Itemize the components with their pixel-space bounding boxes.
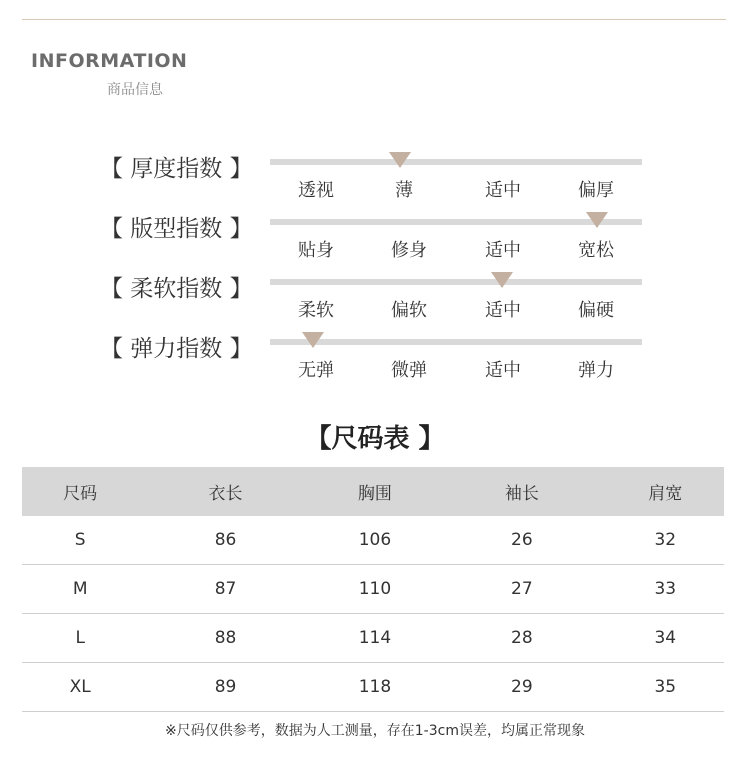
index-option: 贴身 (298, 240, 334, 261)
table-cell: 110 (313, 565, 437, 614)
index-option: 适中 (485, 300, 521, 321)
index-option: 偏软 (391, 300, 427, 321)
index-options (270, 236, 642, 262)
index-option: 偏厚 (578, 180, 614, 201)
table-cell: S (22, 516, 138, 565)
table-header-row (22, 467, 724, 516)
index-options (270, 176, 642, 202)
index-row-thickness (0, 150, 750, 210)
table-cell: M (22, 565, 138, 614)
table-cell: 87 (138, 565, 312, 614)
table-cell: 26 (437, 516, 606, 565)
index-row-softness (0, 270, 750, 330)
table-row (22, 565, 724, 614)
index-label: 【 柔软指数 】 (100, 276, 253, 302)
top-divider (22, 19, 726, 20)
index-options (270, 296, 642, 322)
table-cell: 106 (313, 516, 437, 565)
index-row-elasticity (0, 330, 750, 390)
index-label: 【 弹力指数 】 (100, 336, 253, 362)
index-option: 适中 (485, 240, 521, 261)
column-header: 胸围 (313, 467, 437, 516)
index-track (270, 159, 642, 165)
table-cell: 32 (607, 516, 724, 565)
index-option: 微弹 (391, 360, 427, 381)
index-marker (491, 272, 513, 288)
column-header: 肩宽 (607, 467, 724, 516)
table-cell: 118 (313, 663, 437, 712)
column-header: 衣长 (138, 467, 312, 516)
index-options (270, 356, 642, 382)
index-option: 偏硬 (578, 300, 614, 321)
table-cell: 89 (138, 663, 312, 712)
table-cell: 27 (437, 565, 606, 614)
index-option: 适中 (485, 360, 521, 381)
table-cell: 34 (607, 614, 724, 663)
table-cell: 33 (607, 565, 724, 614)
index-option: 柔软 (298, 300, 334, 321)
index-option: 弹力 (578, 360, 614, 381)
size-chart-title: 【尺码表 】 (305, 424, 445, 454)
index-track (270, 279, 642, 285)
table-cell: 86 (138, 516, 312, 565)
info-title: INFORMATION (31, 50, 188, 72)
index-marker (302, 332, 324, 348)
index-track (270, 339, 642, 345)
table-cell: L (22, 614, 138, 663)
index-label: 【 版型指数 】 (100, 216, 253, 242)
index-option: 宽松 (578, 240, 614, 261)
index-row-fit (0, 210, 750, 270)
column-header: 袖长 (437, 467, 606, 516)
index-option: 透视 (298, 180, 334, 201)
index-option: 薄 (395, 180, 413, 201)
index-marker (586, 212, 608, 228)
table-cell: 88 (138, 614, 312, 663)
info-subtitle: 商品信息 (107, 82, 163, 98)
table-cell: 29 (437, 663, 606, 712)
size-table (22, 467, 724, 712)
index-option: 修身 (391, 240, 427, 261)
column-header: 尺码 (22, 467, 138, 516)
table-cell: 28 (437, 614, 606, 663)
table-row (22, 663, 724, 712)
index-marker (389, 152, 411, 168)
table-row (22, 516, 724, 565)
index-option: 无弹 (298, 360, 334, 381)
table-cell: 114 (313, 614, 437, 663)
measurement-note: ※尺码仅供参考，数据为人工测量，存在1-3cm误差，均属正常现象 (165, 723, 585, 739)
index-label: 【 厚度指数 】 (100, 156, 253, 182)
table-cell: 35 (607, 663, 724, 712)
table-row (22, 614, 724, 663)
index-option: 适中 (485, 180, 521, 201)
table-cell: XL (22, 663, 138, 712)
